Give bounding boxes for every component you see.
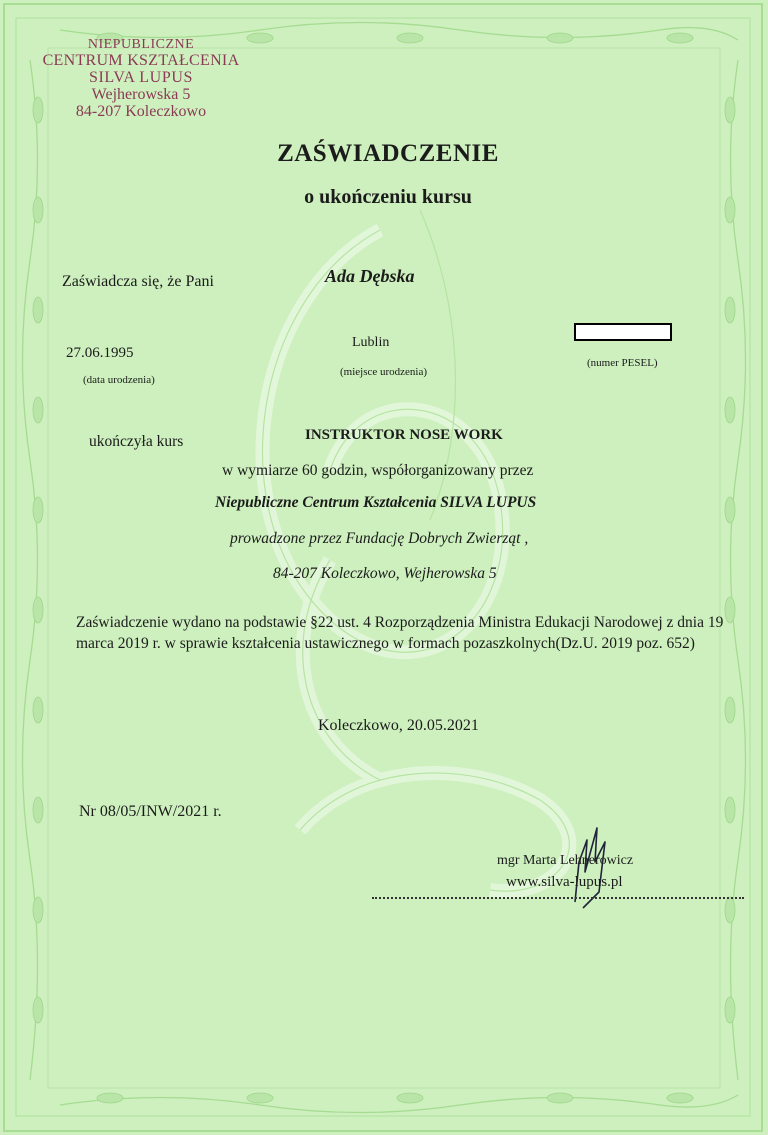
birth-place-caption: (miejsce urodzenia) (340, 366, 428, 378)
signature-dotted-line (372, 897, 744, 899)
recipient-name: Ada Dębska (325, 266, 415, 286)
birth-date-caption: (data urodzenia) (83, 374, 155, 386)
hours-line: w wymiarze 60 godzin, współorganizowany przez (222, 462, 534, 479)
stamp-line-1: NIEPUBLICZNE (87, 37, 195, 52)
institution-stamp (30, 38, 252, 120)
institution-address: 84-207 Koleczkowo, Wejherowska 5 (273, 565, 497, 582)
certificate-number: Nr 08/05/INW/2021 r. (79, 803, 222, 820)
pesel-caption: (numer PESEL) (587, 357, 658, 369)
stamp-line-3: SILVA LUPUS (89, 69, 193, 86)
run-by-line: prowadzone przez Fundację Dobrych Zwierząt , (230, 530, 529, 547)
place-and-date: Koleczkowo, 20.05.2021 (318, 717, 479, 734)
course-name: INSTRUKTOR NOSE WORK (305, 427, 503, 443)
stamp-line-5: 84-207 Koleczkowo (75, 103, 207, 120)
stamp-line-2: CENTRUM KSZTAŁCENIA (42, 52, 240, 69)
stamp-line-4: Wejherowska 5 (91, 86, 191, 103)
birth-place: Lublin (352, 335, 390, 350)
pesel-redaction-box (574, 323, 672, 341)
signatory-name: mgr Marta Lehnerowicz (497, 853, 634, 868)
completed-label: ukończyła kurs (89, 433, 184, 450)
document-subtitle: o ukończeniu kursu (304, 186, 472, 208)
intro-text: Zaświadcza się, że Pani (62, 273, 214, 290)
institution-name: Niepubliczne Centrum Kształcenia SILVA LUPUS (215, 494, 537, 511)
document-title: ZAŚWIADCZENIE (277, 140, 499, 167)
birth-date: 27.06.1995 (66, 345, 134, 361)
website-text: www.silva-lupus.pl (506, 874, 623, 890)
legal-basis-paragraph: Zaświadczenie wydano na podstawie §22 ust. 4 Rozporządzenia Ministra Edukacji Narodowej z dnia 19 marca 2019 r. w sprawie kształcenia ustawicznego w formach pozaszkolnych(Dz.U. 2019 poz. 652) (76, 614, 724, 652)
